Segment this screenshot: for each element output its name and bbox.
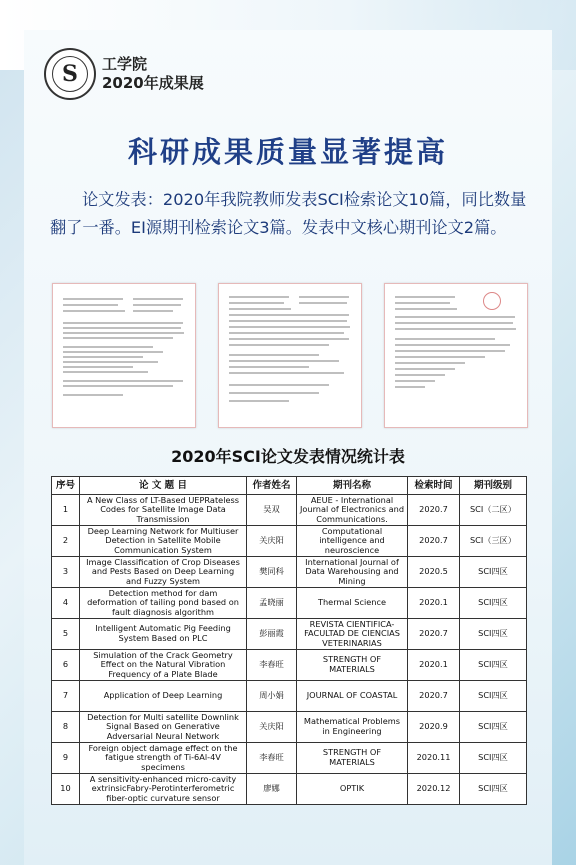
author-name: 樊同科 [247, 557, 297, 588]
table-row [52, 588, 527, 619]
row-number: 7 [52, 681, 80, 712]
author-name: 吴双 [247, 495, 297, 526]
journal-level: SCI四区 [460, 712, 527, 743]
paper-title: Deep Learning Network for Multiuser Detection in Satellite Mobile Communication System [80, 526, 247, 557]
row-number: 3 [52, 557, 80, 588]
author-name: 彭丽霞 [247, 619, 297, 650]
table-title: 2020年SCI论文发表情况统计表 [171, 447, 405, 466]
journal-level: SCI四区 [460, 774, 527, 805]
row-number: 9 [52, 743, 80, 774]
row-number: 4 [52, 588, 80, 619]
journal-level: SCI四区 [460, 743, 527, 774]
paper-title: Foreign object damage effect on the fatigue strength of Ti-6Al-4V specimens [80, 743, 247, 774]
paper-title: A sensitivity-enhanced micro-cavity extrinsicFabry-Perotinterferometric fiber-optic curvature sensor [80, 774, 247, 805]
index-time: 2020.7 [408, 681, 460, 712]
intro-paragraph: 论文发表：2020年我院教师发表SCI检索论文10篇，同比数量翻了一番。EI源期刊检索论文3篇。发表中文核心期刊论文2篇。 [50, 190, 527, 237]
index-time: 2020.9 [408, 712, 460, 743]
table-row [52, 619, 527, 650]
journal-level: SCI（三区） [460, 526, 527, 557]
index-time: 2020.1 [408, 650, 460, 681]
journal-level: SCI四区 [460, 681, 527, 712]
header-journal: 期刊名称 [297, 477, 408, 495]
journal-name: STRENGTH OF MATERIALS [297, 650, 408, 681]
index-time: 2020.7 [408, 619, 460, 650]
journal-level: SCI四区 [460, 557, 527, 588]
row-number: 5 [52, 619, 80, 650]
index-time: 2020.7 [408, 526, 460, 557]
index-time: 2020.12 [408, 774, 460, 805]
journal-level: SCI（二区） [460, 495, 527, 526]
journal-name: Computational intelligence and neuroscience [297, 526, 408, 557]
journal-name: STRENGTH OF MATERIALS [297, 743, 408, 774]
row-number: 10 [52, 774, 80, 805]
brand-subtitle: 2020年成果展 [102, 74, 204, 92]
table-header-row [52, 477, 527, 495]
table-row [52, 650, 527, 681]
index-time: 2020.7 [408, 495, 460, 526]
header-author: 作者姓名 [247, 477, 297, 495]
row-number: 2 [52, 526, 80, 557]
journal-level: SCI四区 [460, 619, 527, 650]
author-name: 廖娜 [247, 774, 297, 805]
page-headline: 科研成果质量显著提高 [127, 135, 448, 169]
paper-certificate-image-1 [52, 283, 196, 428]
header-level: 期刊级别 [460, 477, 527, 495]
header-time: 检索时间 [408, 477, 460, 495]
brand-title: 工学院 [102, 55, 148, 73]
table-row [52, 526, 527, 557]
index-time: 2020.11 [408, 743, 460, 774]
journal-name: Thermal Science [297, 588, 408, 619]
paper-certificate-image-2 [218, 283, 362, 428]
author-name: 李春旺 [247, 650, 297, 681]
journal-level: SCI四区 [460, 588, 527, 619]
table-row [52, 557, 527, 588]
paper-title: Detection for Multi satellite Downlink Signal Based on Generative Adversarial Neural Network [80, 712, 247, 743]
paper-title: A New Class of LT-Based UEPRateless Codes for Satellite Image Data Transmission [80, 495, 247, 526]
journal-name: REVISTA CIENTIFICA-FACULTAD DE CIENCIAS VETERINARIAS [297, 619, 408, 650]
row-number: 8 [52, 712, 80, 743]
author-name: 关庆阳 [247, 712, 297, 743]
paper-title: Intelligent Automatic Pig Feeding System Based on PLC [80, 619, 247, 650]
table-row [52, 743, 527, 774]
index-time: 2020.5 [408, 557, 460, 588]
author-name: 关庆阳 [247, 526, 297, 557]
table-row [52, 712, 527, 743]
journal-level: SCI四区 [460, 650, 527, 681]
logo-emblem: S [52, 56, 88, 92]
header-title: 论 文 题 目 [80, 477, 247, 495]
paper-title: Image Classification of Crop Diseases and Pests Based on Deep Learning and Fuzzy System [80, 557, 247, 588]
paper-title: Application of Deep Learning [80, 681, 247, 712]
row-number: 6 [52, 650, 80, 681]
sci-paper-table [51, 476, 527, 805]
header-no: 序号 [52, 477, 80, 495]
journal-name: OPTIK [297, 774, 408, 805]
journal-name: Mathematical Problems in Engineering [297, 712, 408, 743]
paper-title: Detection method for dam deformation of tailing pond based on fault diagnosis algorithm [80, 588, 247, 619]
index-time: 2020.1 [408, 588, 460, 619]
journal-name: JOURNAL OF COASTAL [297, 681, 408, 712]
paper-certificate-image-3 [384, 283, 528, 428]
author-name: 李春旺 [247, 743, 297, 774]
author-name: 孟晓丽 [247, 588, 297, 619]
journal-name: AEUE - International Journal of Electronics and Communications. [297, 495, 408, 526]
journal-name: International Journal of Data Warehousing and Mining [297, 557, 408, 588]
university-logo [44, 48, 96, 100]
row-number: 1 [52, 495, 80, 526]
table-row [52, 495, 527, 526]
table-row [52, 681, 527, 712]
table-row [52, 774, 527, 805]
author-name: 周小娟 [247, 681, 297, 712]
paper-title: Simulation of the Crack Geometry Effect on the Natural Vibration Frequency of a Plate Blade [80, 650, 247, 681]
